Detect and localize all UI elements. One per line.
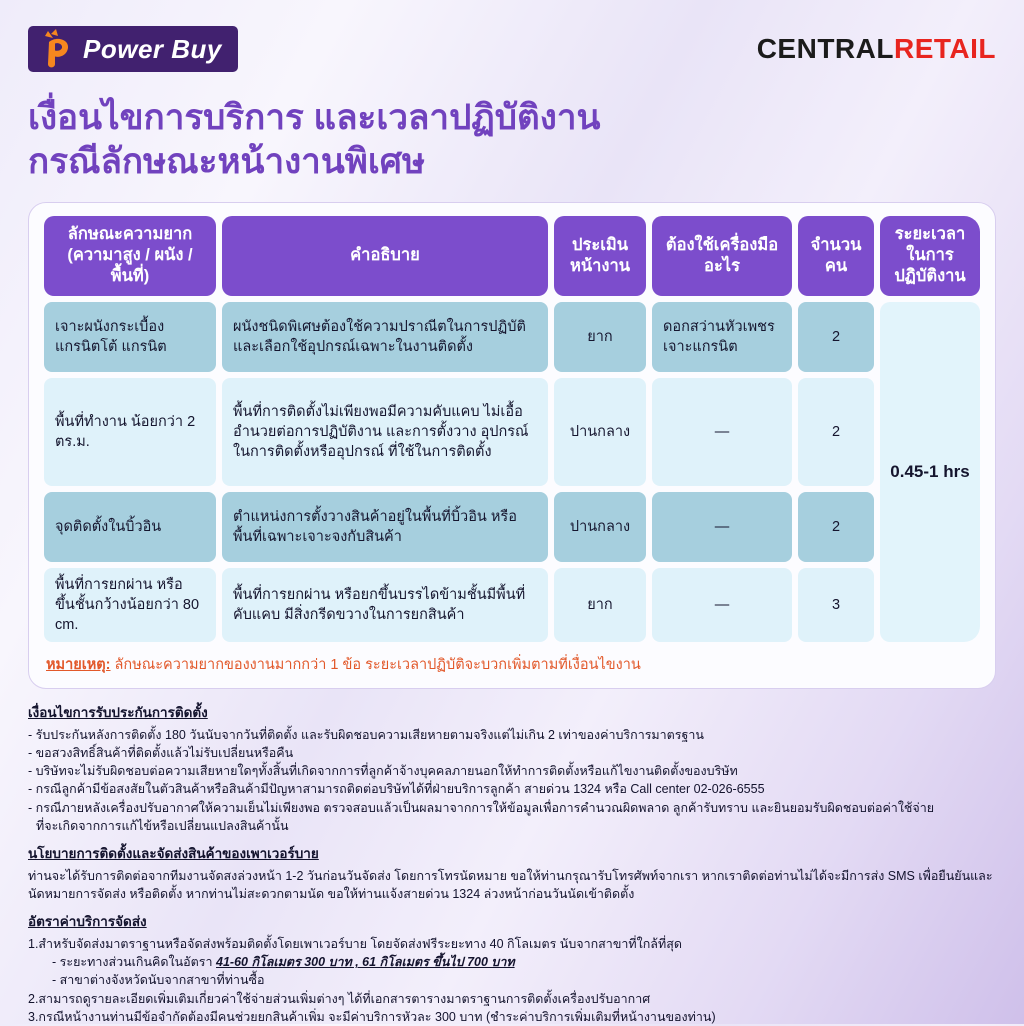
delivery-rates-section <box>28 912 996 1026</box>
col-header-difficulty: ลักษณะความยาก (ความาสูง / ผนัง / พื้นที่) <box>44 216 216 296</box>
header-bar <box>28 26 996 72</box>
delivery-item-1-sub-1 <box>28 953 996 971</box>
col-header-description: คำอธิบาย <box>222 216 548 296</box>
warranty-bullet: - กรณีภายหลังเครื่องปรับอากาศให้ความเย็นไม่เพียงพอ ตรวจสอบแล้วเป็นผลมาจากการให้ข้อมูลเพื่อการคำนวณผิดพลาด ลูกค้ารับทราบ และยินยอมรับผิดชอบต่อค่าใช้จ่าย <box>28 800 935 815</box>
table-cell-tools: ดอกสว่าน​หัวเพชร เจาะแกรนิต <box>652 302 792 372</box>
terms-text-sections <box>28 703 996 1026</box>
table-cell-description: ผนังชนิดพิเศษ​ต้องใช้​ความปราณีต​ในการปฏิบัติ และเลือกใช้​อุปกรณ์​เฉพาะ​ในงานติดตั้ง <box>222 302 548 372</box>
conditions-table <box>44 216 980 642</box>
conditions-table-card <box>28 202 996 689</box>
page-title-line1: เงื่อนไขการบริการ และเวลาปฏิบัติงาน <box>28 98 601 137</box>
col-header-duration: ระยะเวลา​ในการ​ปฏิบัติงาน <box>880 216 980 296</box>
table-cell-assessment: ยาก <box>554 302 646 372</box>
table-cell-description: พื้นที่การยกผ่าน หรือยกขึ้น​บรรไดข้ามชั้น​มีพื้นที่ คับแคบ มีสิ่งกรีดขวาง​ในการยกสินค้า <box>222 568 548 642</box>
table-cell-duration-merged: 0.45-1 hrs <box>880 302 980 642</box>
page-title-line2: กรณีลักษณะหน้างานพิเศษ <box>28 142 426 182</box>
table-cell-people: 2 <box>798 492 874 562</box>
table-cell-description: ตำแหน่ง​การตั้งวาง​สินค้า​อยู่ในพื้นที่​บิ้วอิน หรือพื้นที่​เฉพาะเจาะจง​กับสินค้า <box>222 492 548 562</box>
table-cell-difficulty: พื้นที่ทำงาน น้อยกว่า 2 ตร.ม. <box>44 378 216 486</box>
delivery-item-1: 1.สำหรับจัดส่งมาตราฐานหรือจัดส่งพร้อมติดตั้งโดยเพาเวอร์บาย โดยจัดส่งฟรีระยะทาง 40 กิโลเมตร นับจากสาขาที่ใกล้ที่สุด <box>28 936 682 951</box>
central-retail-logo <box>757 33 996 65</box>
retail-logo-text: RETAIL <box>893 33 996 64</box>
table-note <box>46 653 978 676</box>
delivery-section-header: อัตราค่าบริการจัดส่ง <box>28 914 147 930</box>
excess-distance-prefix: - ระยะทางส่วนเกินคิดในอัตรา <box>52 955 217 970</box>
table-cell-tools: — <box>652 378 792 486</box>
delivery-item-2: 2.สามารถดูรายละเอียดเพิ่มเติมเกี่ยวค่าใช้จ่ายส่วนเพิ่มต่างๆ ได้ที่เอกสารตารางมาตราฐานการติดตั้งเครื่องปรับอากาศ <box>28 991 651 1006</box>
warranty-section-header: เงื่อนไขการรับประกันการติดตั้ง <box>28 704 208 720</box>
warranty-section <box>28 703 996 835</box>
powerbuy-logo <box>28 26 238 72</box>
table-cell-people: 2 <box>798 378 874 486</box>
warranty-bullet-continuation: ที่จะเกิดจากการแก้ไข้หรือเปลี่ยนแปลงสินค้านั้น <box>36 818 289 833</box>
warranty-bullet: - บริษัทจะไม่รับผิดชอบต่อความเสียหายใดๆทั้งสิ้นที่เกิดจากการที่ลูกค้าจ้างบุคคลภายนอกให้ทำการติดตั้งหรือแก้ไขงานติดตั้งของบริษัท <box>28 764 738 779</box>
table-cell-people: 3 <box>798 568 874 642</box>
excess-distance-rates: 41-60 กิโลเมตร 300 บาท , 61 กิโลเมตร ขึ้นไป 700 บาท <box>216 955 515 970</box>
table-cell-tools: — <box>652 492 792 562</box>
table-cell-people: 2 <box>798 302 874 372</box>
table-cell-assessment: ปานกลาง <box>554 378 646 486</box>
table-cell-difficulty: เจาะผนัง​กระเบื้อง แกรนิตโต้ แกรนิต <box>44 302 216 372</box>
note-text: ลักษณะความยาก​ของงาน​มากกว่า 1 ข้อ ระยะเวลา​ปฏิบัติ​จะบวกเพิ่ม​ตามที่เงื่อนไขงาน <box>114 656 641 673</box>
warranty-bullet: - ขอสวงสิทธิ์สินค้าที่ติดตั้งแล้วไม่รับเปลี่ยนหรือคืน <box>28 745 294 760</box>
central-logo-text: CENTRAL <box>756 33 894 64</box>
table-cell-difficulty: จุดติดตั้งในบิ้วอิน <box>44 492 216 562</box>
table-cell-tools: — <box>652 568 792 642</box>
policy-body: ท่านจะได้รับการติดต่อจากทีมงานจัดสงล่วงหน้า 1-2 วันก่อนวันจัดส่ง โดยการโทรนัดหมาย ขอให้ท่านกรุณารับโทรศัพท์จากเรา หากเราติดต่อท่านไม่ได้จะมีการส่ง SMS เพื่อยืนยันและนัดหมายการจัดส่ง หรือติดตั้ง หากท่านไม่สะดวกตามนัด ขอให้ท่านแจ้งสายด่วน 1324 ล่วงหน้าก่อนวันนัดเข้าติดตั้ง <box>28 868 993 902</box>
delivery-item-3: 3.กรณีหน้างานท่านมีข้อจำกัดต้องมีคนช่วยยกสินค้าเพิ่ม จะมีค่าบริการหัวละ 300 บาท (ชำระค่าบริการเพิ่มเติมที่หน้างานของท่าน) <box>28 1009 716 1024</box>
delivery-item-1-sub-2: - สาขาต่างจังหวัดนับจากสาขาที่ท่านซื้อ <box>52 973 265 988</box>
policy-section-header: นโยบายการติดตั้งและจัดส่งสินค้าของเพาเวอร์บาย <box>28 846 319 862</box>
warranty-bullet: - รับประกันหลังการติดตั้ง 180 วันนับจากวันที่ติดตั้ง และรับผิดชอบความเสียหายตามจริงแต่ไม่เกิน 2 เท่าของค่าบริการมาตรฐาน <box>28 727 704 742</box>
warranty-bullet: - กรณีลูกค้ามีข้อสงสัยในตัวสินค้าหรือสินค้ามีปัญหาสามารถติดต่อบริษัทได้ที่ฝ่ายบริการลูกค้า สายด่วน 1324 หรือ Call center 02-026-6555 <box>28 782 765 797</box>
col-header-tools: ต้องใช้​เครื่องมือ​อะไร <box>652 216 792 296</box>
table-cell-assessment: ปานกลาง <box>554 492 646 562</box>
page-title <box>28 96 996 185</box>
policy-section <box>28 844 996 903</box>
table-cell-difficulty: พื้นที่การยกผ่าน หรือ ขึ้นชั้นกว้าง​น้อยกว่า 80 cm. <box>44 568 216 642</box>
powerbuy-mascot-icon <box>40 29 74 69</box>
col-header-assessment: ประเมิน​หน้างาน <box>554 216 646 296</box>
col-header-people: จำนวน​คน <box>798 216 874 296</box>
table-cell-assessment: ยาก <box>554 568 646 642</box>
note-label: หมายเหตุ: <box>46 656 111 673</box>
powerbuy-logo-text: Power Buy <box>83 33 222 64</box>
table-cell-description: พื้นที่การติดตั้ง​ไม่เพียงพอ​มีความคับแคบ ไม่เอื้ออำนวย​ต่อการปฏิบัติงาน และการตั้งวาง อุปกรณ์​ในการติดตั้ง​หรืออุปกรณ์ ที่ใช้ในการติดตั้ง <box>222 378 548 486</box>
